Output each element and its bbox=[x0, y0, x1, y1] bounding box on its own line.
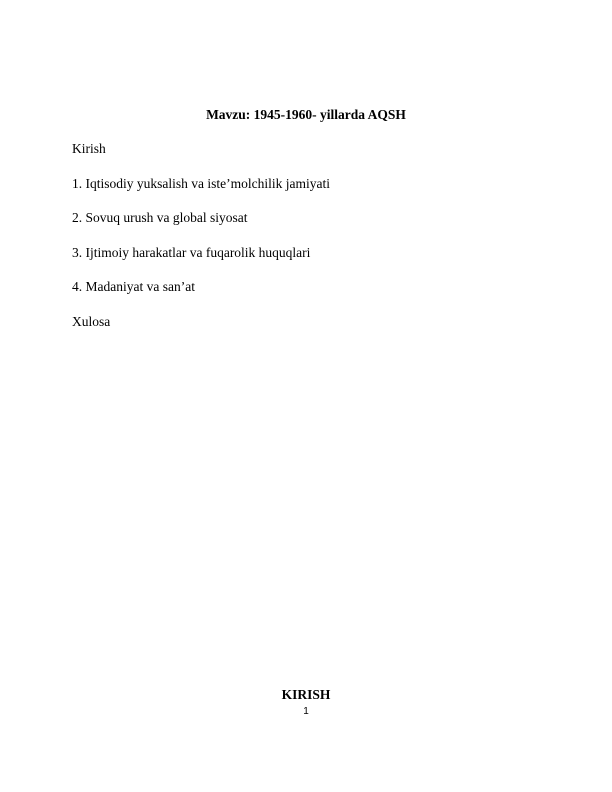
page-number: 1 bbox=[303, 706, 309, 717]
toc-item-2: 2. Sovuq urush va global siyosat bbox=[72, 210, 248, 225]
toc-item-introduction: Kirish bbox=[72, 141, 106, 156]
section-heading: KIRISH bbox=[281, 687, 331, 702]
toc-item-conclusion: Xulosa bbox=[72, 313, 111, 329]
table-of-contents bbox=[72, 140, 330, 347]
toc-item-4: 4. Madaniyat va san’at bbox=[72, 279, 195, 294]
document-title: Mavzu: 1945-1960- yillarda AQSH bbox=[206, 107, 406, 122]
toc-item-3: 3. Ijtimoiy harakatlar va fuqarolik huquqlari bbox=[72, 244, 311, 260]
toc-item-1: 1. Iqtisodiy yuksalish va iste’molchilik jamiyati bbox=[72, 175, 330, 191]
